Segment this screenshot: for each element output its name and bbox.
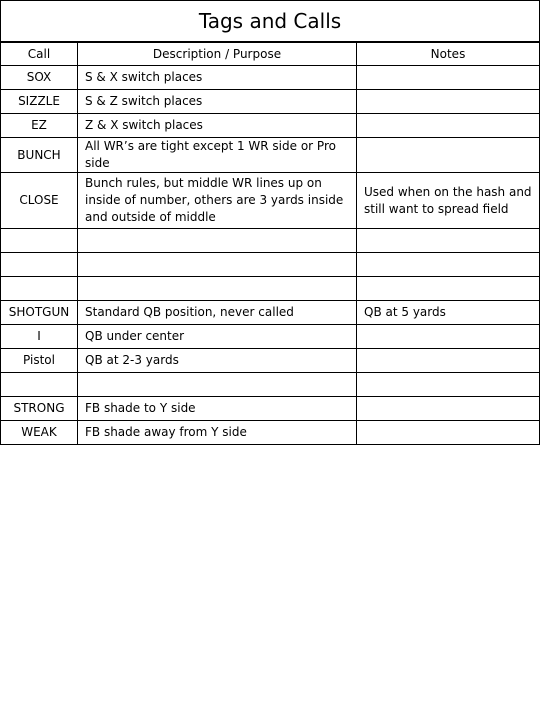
table-row: [1, 373, 540, 397]
call-cell: Pistol: [1, 349, 78, 373]
description-cell: Z & X switch places: [78, 114, 357, 138]
table-row: [1, 325, 540, 349]
description-cell: S & X switch places: [78, 66, 357, 90]
description-cell: Bunch rules, but middle WR lines up on inside of number, others are 3 yards inside and outside of middle: [78, 173, 357, 229]
table-header-row: [1, 43, 540, 66]
table-row: [1, 277, 540, 301]
table-row: [1, 301, 540, 325]
table-row: [1, 138, 540, 173]
notes-cell: [357, 349, 540, 373]
notes-cell: [357, 66, 540, 90]
description-cell: All WR’s are tight except 1 WR side or Pro side: [78, 138, 357, 173]
notes-cell: [357, 373, 540, 397]
table-row: [1, 349, 540, 373]
call-cell: BUNCH: [1, 138, 78, 173]
table-row: [1, 397, 540, 421]
page-title: Tags and Calls: [0, 0, 540, 42]
description-cell: [78, 277, 357, 301]
calls-table: [0, 42, 540, 445]
table-row: [1, 66, 540, 90]
call-cell: SIZZLE: [1, 90, 78, 114]
description-cell: [78, 373, 357, 397]
column-header-description: Description / Purpose: [78, 43, 357, 66]
description-cell: QB under center: [78, 325, 357, 349]
call-cell: [1, 373, 78, 397]
table-row: [1, 229, 540, 253]
notes-cell: [357, 229, 540, 253]
call-cell: SHOTGUN: [1, 301, 78, 325]
table-row: [1, 253, 540, 277]
table-row: [1, 173, 540, 229]
notes-cell: [357, 253, 540, 277]
notes-cell: [357, 114, 540, 138]
notes-cell: [357, 90, 540, 114]
notes-cell: [357, 397, 540, 421]
description-cell: S & Z switch places: [78, 90, 357, 114]
call-cell: SOX: [1, 66, 78, 90]
description-cell: QB at 2-3 yards: [78, 349, 357, 373]
table-row: [1, 90, 540, 114]
description-cell: [78, 253, 357, 277]
call-cell: [1, 229, 78, 253]
call-cell: EZ: [1, 114, 78, 138]
notes-cell: QB at 5 yards: [357, 301, 540, 325]
table-row: [1, 114, 540, 138]
column-header-call: Call: [1, 43, 78, 66]
description-cell: [78, 229, 357, 253]
call-cell: [1, 277, 78, 301]
call-cell: STRONG: [1, 397, 78, 421]
call-cell: WEAK: [1, 421, 78, 445]
description-cell: FB shade to Y side: [78, 397, 357, 421]
call-cell: [1, 253, 78, 277]
notes-cell: [357, 325, 540, 349]
description-cell: FB shade away from Y side: [78, 421, 357, 445]
notes-cell: Used when on the hash and still want to spread field: [357, 173, 540, 229]
call-cell: CLOSE: [1, 173, 78, 229]
notes-cell: [357, 277, 540, 301]
table-row: [1, 421, 540, 445]
call-cell: I: [1, 325, 78, 349]
column-header-notes: Notes: [357, 43, 540, 66]
description-cell: Standard QB position, never called: [78, 301, 357, 325]
notes-cell: [357, 421, 540, 445]
notes-cell: [357, 138, 540, 173]
